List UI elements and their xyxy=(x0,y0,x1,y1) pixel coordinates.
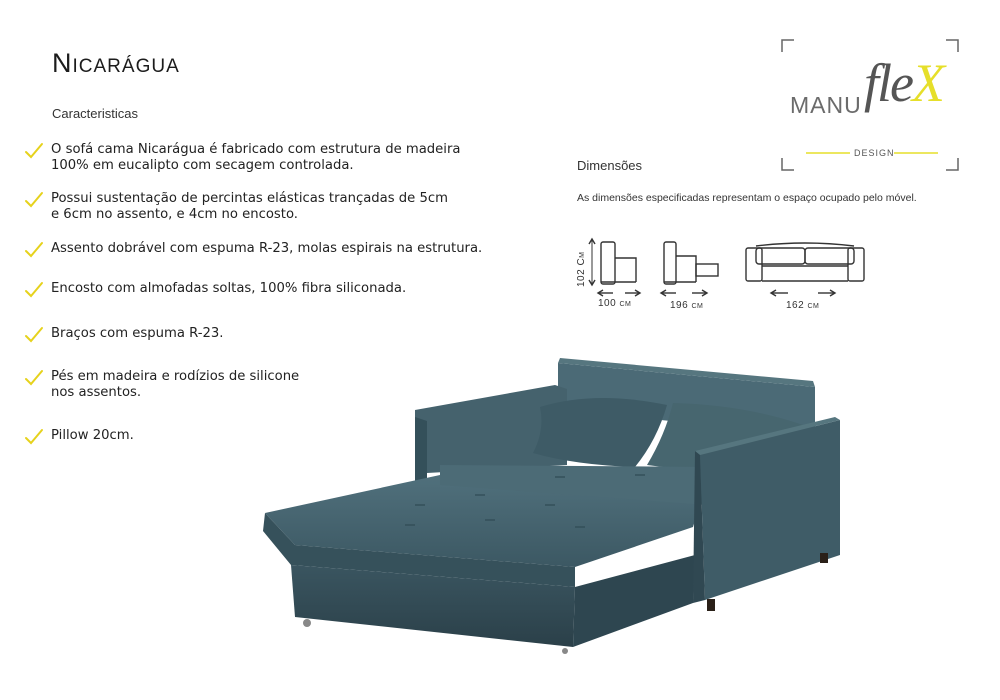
page-title: Nicarágua xyxy=(52,48,180,78)
feature-text: Possui sustentação de percintas elásticas trançadas de 5cm e 6cm no assento, e 4cm no encosto. xyxy=(51,191,448,222)
brand-logo xyxy=(778,38,962,172)
height-label: 102 Cm xyxy=(576,251,587,287)
side-view-open-diagram xyxy=(661,242,718,296)
dimensions-note: As dimensões especificadas representam o espaço ocupado pelo móvel. xyxy=(577,192,917,204)
logo-text-flex: fleX xyxy=(864,53,943,113)
side-view-closed-diagram xyxy=(589,239,640,296)
dimensions-heading: Dimensões xyxy=(577,158,643,173)
feature-text: Pillow 20cm. xyxy=(51,428,134,443)
checkmark-icon xyxy=(24,141,44,161)
feature-text: Encosto com almofadas soltas, 100% fibra siliconada. xyxy=(51,281,407,296)
section-subtitle: Caracteristicas xyxy=(52,106,138,121)
depth-open-label: 196 cm xyxy=(670,300,704,311)
feature-text: Braços com espuma R-23. xyxy=(51,326,224,341)
checkmark-icon xyxy=(24,240,44,260)
checkmark-icon xyxy=(24,280,44,300)
feature-text: O sofá cama Nicarágua é fabricado com estrutura de madeira 100% em eucalipto com secagem controlada. xyxy=(51,142,461,173)
width-label: 162 cm xyxy=(786,300,820,311)
checkmark-icon xyxy=(24,190,44,210)
feature-text: Pés em madeira e rodízios de silicone nos assentos. xyxy=(51,369,300,400)
logo-text-manu: MANU xyxy=(790,92,862,118)
logo-text-design: DESIGN xyxy=(854,148,895,158)
sofa-bed-image xyxy=(255,355,845,655)
checkmark-icon xyxy=(24,368,44,388)
checkmark-icon xyxy=(24,325,44,345)
checkmark-icon xyxy=(24,427,44,447)
feature-text: Assento dobrável com espuma R-23, molas espirais na estrutura. xyxy=(51,241,483,256)
depth-closed-label: 100 cm xyxy=(598,298,632,309)
front-view-diagram xyxy=(746,243,864,296)
